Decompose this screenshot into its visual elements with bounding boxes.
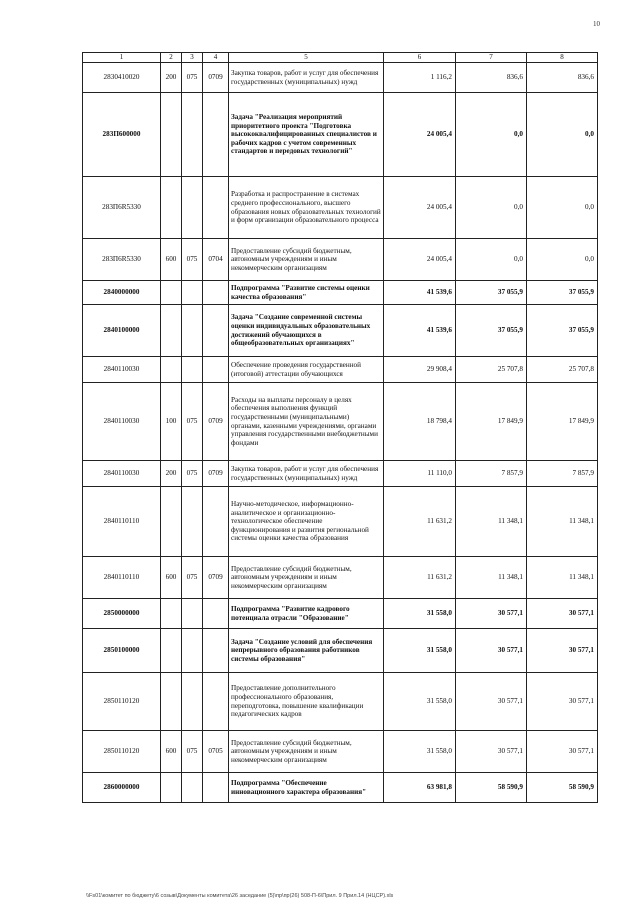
table-row <box>83 93 598 177</box>
header-cell: 8 <box>527 53 598 63</box>
column-2-cell: 600 <box>161 557 182 599</box>
value-col8-cell: 37 055,9 <box>527 281 598 305</box>
value-col7-cell: 37 055,9 <box>456 305 527 357</box>
column-3-cell <box>182 487 203 557</box>
column-2-cell <box>161 673 182 731</box>
value-col6-cell: 18 798,4 <box>384 383 456 461</box>
value-col6-cell: 31 558,0 <box>384 731 456 773</box>
table-row <box>83 177 598 239</box>
value-col8-cell: 25 707,8 <box>527 357 598 383</box>
column-4-cell <box>203 773 229 803</box>
column-4-cell <box>203 305 229 357</box>
header-cell: 2 <box>161 53 182 63</box>
column-3-cell <box>182 357 203 383</box>
value-col8-cell: 836,6 <box>527 63 598 93</box>
value-col6-cell: 41 539,6 <box>384 281 456 305</box>
code-cell: 2840110030 <box>83 461 161 487</box>
column-3-cell <box>182 773 203 803</box>
value-col6-cell: 41 539,6 <box>384 305 456 357</box>
column-4-cell: 0709 <box>203 383 229 461</box>
value-col6-cell: 31 558,0 <box>384 673 456 731</box>
value-col8-cell: 30 577,1 <box>527 731 598 773</box>
code-cell: 2840100000 <box>83 305 161 357</box>
item-name-cell: Закупка товаров, работ и услуг для обеспечения государственных (муниципальных) нужд <box>229 63 384 93</box>
table-row <box>83 557 598 599</box>
code-cell: 2840000000 <box>83 281 161 305</box>
column-2-cell <box>161 629 182 673</box>
column-3-cell: 075 <box>182 557 203 599</box>
header-cell: 6 <box>384 53 456 63</box>
table-row <box>83 673 598 731</box>
code-cell: 283П6R5330 <box>83 177 161 239</box>
value-col8-cell: 37 055,9 <box>527 305 598 357</box>
header-row <box>83 53 598 63</box>
table-row <box>83 281 598 305</box>
column-4-cell <box>203 599 229 629</box>
column-2-cell <box>161 357 182 383</box>
item-name-cell: Подпрограмма "Развитие системы оценки качества образования" <box>229 281 384 305</box>
code-cell: 283П6R5330 <box>83 239 161 281</box>
column-2-cell: 600 <box>161 239 182 281</box>
value-col8-cell: 30 577,1 <box>527 629 598 673</box>
code-cell: 2830410020 <box>83 63 161 93</box>
value-col7-cell: 30 577,1 <box>456 731 527 773</box>
value-col6-cell: 63 981,8 <box>384 773 456 803</box>
table-row <box>83 773 598 803</box>
value-col7-cell: 17 849,9 <box>456 383 527 461</box>
value-col6-cell: 24 005,4 <box>384 239 456 281</box>
column-4-cell: 0705 <box>203 731 229 773</box>
value-col8-cell: 30 577,1 <box>527 599 598 629</box>
code-cell: 283П600000 <box>83 93 161 177</box>
value-col8-cell: 17 849,9 <box>527 383 598 461</box>
header-cell: 3 <box>182 53 203 63</box>
table-row <box>83 487 598 557</box>
item-name-cell: Подпрограмма "Развитие кадрового потенциала отрасли "Образование" <box>229 599 384 629</box>
item-name-cell: Научно-методическое, информационно-аналитическое и организационно-технологическое обеспечение функционирования и развития региональной системы оценки качества образования <box>229 487 384 557</box>
column-3-cell <box>182 305 203 357</box>
table-row <box>83 357 598 383</box>
value-col6-cell: 11 110,0 <box>384 461 456 487</box>
item-name-cell: Задача "Создание современной системы оценки индивидуальных образовательных достижений обучающихся в общеобразовательных организациях" <box>229 305 384 357</box>
column-2-cell <box>161 177 182 239</box>
value-col7-cell: 30 577,1 <box>456 599 527 629</box>
value-col8-cell: 0,0 <box>527 177 598 239</box>
value-col8-cell: 58 590,9 <box>527 773 598 803</box>
value-col7-cell: 0,0 <box>456 93 527 177</box>
header-cell: 5 <box>229 53 384 63</box>
value-col7-cell: 0,0 <box>456 177 527 239</box>
column-4-cell: 0709 <box>203 461 229 487</box>
column-4-cell <box>203 357 229 383</box>
value-col7-cell: 37 055,9 <box>456 281 527 305</box>
table-row <box>83 731 598 773</box>
value-col7-cell: 30 577,1 <box>456 673 527 731</box>
column-3-cell <box>182 281 203 305</box>
item-name-cell: Расходы на выплаты персоналу в целях обеспечения выполнения функций государственными (муниципальными) органами, казенными учреждениями, органами управления государственными внебюджетными фондами <box>229 383 384 461</box>
column-3-cell: 075 <box>182 731 203 773</box>
column-2-cell <box>161 93 182 177</box>
column-4-cell <box>203 177 229 239</box>
item-name-cell: Предоставление субсидий бюджетным, автономным учреждениям и иным некоммерческим организациям <box>229 239 384 281</box>
value-col6-cell: 29 908,4 <box>384 357 456 383</box>
column-2-cell: 100 <box>161 383 182 461</box>
column-4-cell: 0709 <box>203 557 229 599</box>
value-col7-cell: 25 707,8 <box>456 357 527 383</box>
item-name-cell: Предоставление субсидий бюджетным, автономным учреждениям и иным некоммерческим организациям <box>229 731 384 773</box>
code-cell: 2840110030 <box>83 383 161 461</box>
column-4-cell <box>203 487 229 557</box>
code-cell: 2850000000 <box>83 599 161 629</box>
value-col8-cell: 11 348,1 <box>527 557 598 599</box>
table-row <box>83 599 598 629</box>
value-col7-cell: 11 348,1 <box>456 487 527 557</box>
column-3-cell <box>182 599 203 629</box>
value-col8-cell: 7 857,9 <box>527 461 598 487</box>
column-4-cell <box>203 93 229 177</box>
file-path-footer: \\Fs01\комитет по бюджету\6 созыв\Документы комитета\26 заседание (5)\пр\пр(26) 508-П-6\Прил. 9 Прил.14 (НЦСР).xls <box>86 893 394 899</box>
header-cell: 7 <box>456 53 527 63</box>
column-4-cell: 0704 <box>203 239 229 281</box>
value-col8-cell: 0,0 <box>527 93 598 177</box>
table-row <box>83 63 598 93</box>
item-name-cell: Задача "Реализация мероприятий приоритетного проекта "Подготовка высококвалифицированных специалистов и рабочих кадров с учетом современных стандартов и передовых технологий" <box>229 93 384 177</box>
column-4-cell <box>203 673 229 731</box>
value-col7-cell: 11 348,1 <box>456 557 527 599</box>
column-2-cell <box>161 305 182 357</box>
item-name-cell: Разработка и распространение в системах среднего профессионального, высшего образования новых образовательных технологий и форм организации образовательного процесса <box>229 177 384 239</box>
code-cell: 2850110120 <box>83 731 161 773</box>
code-cell: 2850100000 <box>83 629 161 673</box>
value-col6-cell: 31 558,0 <box>384 599 456 629</box>
item-name-cell: Подпрограмма "Обеспечение инновационного характера образования" <box>229 773 384 803</box>
value-col6-cell: 24 005,4 <box>384 93 456 177</box>
column-2-cell: 600 <box>161 731 182 773</box>
column-2-cell: 200 <box>161 461 182 487</box>
value-col6-cell: 11 631,2 <box>384 487 456 557</box>
budget-table <box>82 52 598 803</box>
code-cell: 2840110030 <box>83 357 161 383</box>
page-number: 10 <box>593 20 600 28</box>
column-3-cell <box>182 177 203 239</box>
value-col8-cell: 11 348,1 <box>527 487 598 557</box>
code-cell: 2850110120 <box>83 673 161 731</box>
table-row <box>83 629 598 673</box>
column-3-cell <box>182 629 203 673</box>
value-col7-cell: 30 577,1 <box>456 629 527 673</box>
column-3-cell: 075 <box>182 239 203 281</box>
item-name-cell: Обеспечение проведения государственной (итоговой) аттестации обучающихся <box>229 357 384 383</box>
column-2-cell <box>161 487 182 557</box>
table-row <box>83 305 598 357</box>
item-name-cell: Задача "Создание условий для обеспечения непрерывного образования работников системы образования" <box>229 629 384 673</box>
column-3-cell <box>182 673 203 731</box>
code-cell: 2840110110 <box>83 557 161 599</box>
column-4-cell <box>203 629 229 673</box>
value-col7-cell: 836,6 <box>456 63 527 93</box>
value-col7-cell: 7 857,9 <box>456 461 527 487</box>
value-col6-cell: 24 005,4 <box>384 177 456 239</box>
table-row <box>83 239 598 281</box>
code-cell: 2860000000 <box>83 773 161 803</box>
item-name-cell: Предоставление субсидий бюджетным, автономным учреждениям и иным некоммерческим организациям <box>229 557 384 599</box>
table-row <box>83 383 598 461</box>
code-cell: 2840110110 <box>83 487 161 557</box>
value-col7-cell: 58 590,9 <box>456 773 527 803</box>
value-col8-cell: 0,0 <box>527 239 598 281</box>
column-2-cell <box>161 281 182 305</box>
header-cell: 4 <box>203 53 229 63</box>
column-3-cell: 075 <box>182 461 203 487</box>
table-row <box>83 461 598 487</box>
column-4-cell: 0709 <box>203 63 229 93</box>
value-col8-cell: 30 577,1 <box>527 673 598 731</box>
value-col6-cell: 31 558,0 <box>384 629 456 673</box>
item-name-cell: Закупка товаров, работ и услуг для обеспечения государственных (муниципальных) нужд <box>229 461 384 487</box>
value-col7-cell: 0,0 <box>456 239 527 281</box>
value-col6-cell: 11 631,2 <box>384 557 456 599</box>
value-col6-cell: 1 116,2 <box>384 63 456 93</box>
item-name-cell: Предоставление дополнительного профессионального образования, переподготовка, повышение квалификации педагогических кадров <box>229 673 384 731</box>
column-3-cell <box>182 93 203 177</box>
column-4-cell <box>203 281 229 305</box>
column-2-cell <box>161 599 182 629</box>
header-cell: 1 <box>83 53 161 63</box>
column-3-cell: 075 <box>182 383 203 461</box>
column-2-cell <box>161 773 182 803</box>
column-3-cell: 075 <box>182 63 203 93</box>
column-2-cell: 200 <box>161 63 182 93</box>
